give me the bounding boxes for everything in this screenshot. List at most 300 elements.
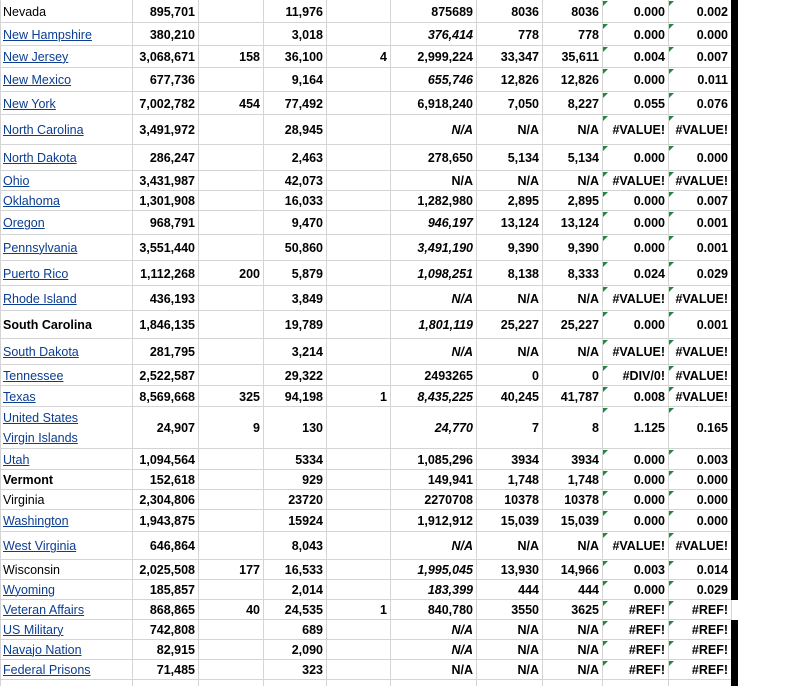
- data-cell-c5[interactable]: 1,801,119: [418, 318, 473, 332]
- data-cell-c5[interactable]: 655,746: [427, 73, 473, 87]
- table-row[interactable]: [0, 470, 786, 490]
- data-cell-c6[interactable]: N/A: [517, 643, 539, 657]
- data-cell-c4[interactable]: [326, 235, 390, 261]
- error-indicator-icon[interactable]: [669, 236, 674, 241]
- data-cell-c2[interactable]: [198, 286, 263, 311]
- error-indicator-icon[interactable]: [669, 533, 674, 538]
- data-cell-c8[interactable]: #VALUE!: [612, 123, 665, 137]
- table-row[interactable]: [0, 115, 786, 145]
- data-cell-c6[interactable]: 13,930: [500, 563, 539, 577]
- table-row[interactable]: [0, 490, 786, 510]
- data-cell-c4[interactable]: [326, 211, 390, 235]
- error-indicator-icon[interactable]: [669, 172, 674, 177]
- state-name-cell[interactable]: [0, 510, 135, 532]
- error-indicator-icon[interactable]: [603, 601, 608, 606]
- error-indicator-icon[interactable]: [669, 287, 674, 292]
- data-cell-c3[interactable]: 2,463: [291, 151, 323, 165]
- data-cell-c7[interactable]: N/A: [577, 345, 599, 359]
- error-indicator-icon[interactable]: [603, 312, 608, 317]
- data-cell-c6[interactable]: N/A: [517, 663, 539, 677]
- error-indicator-icon[interactable]: [669, 387, 674, 392]
- data-cell-c7[interactable]: 35,611: [561, 50, 599, 64]
- data-cell-c3[interactable]: 19,789: [284, 318, 323, 332]
- data-cell-c5[interactable]: 875689: [431, 4, 473, 19]
- error-indicator-icon[interactable]: [669, 146, 674, 151]
- data-cell-c8[interactable]: 0.000: [633, 4, 665, 19]
- data-cell-c6[interactable]: 10378: [504, 493, 539, 507]
- data-cell-c6[interactable]: 25,227: [500, 318, 539, 332]
- data-cell-c3[interactable]: 3,018: [291, 27, 323, 42]
- data-cell-c6[interactable]: 9,390: [507, 241, 539, 255]
- data-cell-c7[interactable]: 3934: [571, 452, 599, 467]
- data-cell-c2[interactable]: [198, 211, 263, 235]
- data-cell-c9[interactable]: 0.029: [696, 583, 728, 597]
- data-cell-c2[interactable]: [198, 311, 263, 339]
- data-cell-c2[interactable]: [198, 23, 263, 46]
- table-row[interactable]: [0, 286, 786, 311]
- data-cell-c3[interactable]: 3,214: [291, 345, 323, 359]
- data-cell-c5[interactable]: 8,435,225: [417, 389, 473, 404]
- data-cell-c2[interactable]: [198, 660, 263, 680]
- data-cell-c2[interactable]: [198, 449, 263, 470]
- data-cell-c8[interactable]: 0.000: [633, 452, 665, 467]
- data-cell-c1[interactable]: 1,943,875: [139, 514, 195, 528]
- data-cell-c7[interactable]: 778: [578, 27, 599, 42]
- data-cell-c9[interactable]: #VALUE!: [675, 291, 728, 306]
- error-indicator-icon[interactable]: [603, 533, 608, 538]
- data-cell-c1[interactable]: 2,522,587: [139, 368, 195, 383]
- data-cell-c2[interactable]: [198, 365, 263, 386]
- data-cell-c8[interactable]: 0.000: [633, 73, 665, 87]
- data-cell-c6[interactable]: 15,039: [500, 514, 539, 528]
- data-cell-c7[interactable]: 12,826: [560, 73, 599, 87]
- data-cell-c1[interactable]: 1,301,908: [139, 194, 195, 208]
- data-cell-c4[interactable]: [326, 286, 390, 311]
- error-indicator-icon[interactable]: [669, 47, 674, 52]
- data-cell-c4[interactable]: [326, 490, 390, 510]
- data-cell-c3[interactable]: 5334: [295, 452, 323, 467]
- data-cell-c1[interactable]: 71,485: [156, 663, 195, 677]
- data-cell-c9[interactable]: #REF!: [691, 603, 728, 617]
- error-indicator-icon[interactable]: [669, 511, 674, 516]
- state-name-cell[interactable]: [0, 46, 135, 68]
- data-cell-c6[interactable]: N/A: [517, 174, 539, 188]
- data-cell-c3[interactable]: 36,100: [284, 50, 323, 64]
- state-name-cell[interactable]: [0, 23, 135, 46]
- data-cell-c3[interactable]: 9,164: [291, 73, 323, 87]
- data-cell-c4[interactable]: [326, 470, 390, 490]
- data-cell-c9[interactable]: #REF!: [691, 643, 728, 657]
- table-row[interactable]: [0, 311, 786, 339]
- data-cell-c9[interactable]: #VALUE!: [675, 345, 728, 359]
- data-cell-c1[interactable]: 286,247: [149, 151, 195, 165]
- data-cell-c4[interactable]: 1: [380, 603, 387, 617]
- state-name-cell[interactable]: [0, 365, 135, 386]
- data-cell-c7[interactable]: N/A: [577, 174, 599, 188]
- data-cell-c7[interactable]: 14,966: [560, 563, 599, 577]
- data-cell-c1[interactable]: 895,701: [149, 4, 195, 19]
- error-indicator-icon[interactable]: [603, 491, 608, 496]
- state-name-cell[interactable]: [0, 92, 135, 115]
- data-cell-c8[interactable]: #VALUE!: [612, 345, 665, 359]
- data-cell-c3[interactable]: 11,976: [285, 4, 323, 19]
- data-cell-c7[interactable]: 9,390: [567, 241, 599, 255]
- data-cell-c9[interactable]: #VALUE!: [675, 368, 728, 383]
- error-indicator-icon[interactable]: [669, 471, 674, 476]
- data-cell-c1[interactable]: 677,736: [149, 73, 195, 87]
- table-row[interactable]: [0, 23, 786, 46]
- data-cell-c4[interactable]: [326, 660, 390, 680]
- data-cell-c9[interactable]: #REF!: [691, 623, 728, 637]
- data-cell-c9[interactable]: 0.007: [696, 50, 728, 64]
- data-cell-c5[interactable]: 2,999,224: [417, 50, 473, 64]
- error-indicator-icon[interactable]: [603, 93, 608, 98]
- data-cell-c9[interactable]: #VALUE!: [675, 539, 728, 553]
- data-cell-c9[interactable]: 0.000: [696, 493, 728, 507]
- data-cell-c8[interactable]: 1.125: [633, 421, 665, 435]
- data-cell-c9[interactable]: #VALUE!: [675, 389, 728, 404]
- error-indicator-icon[interactable]: [669, 262, 674, 267]
- error-indicator-icon[interactable]: [603, 340, 608, 345]
- state-name-cell[interactable]: [0, 339, 135, 365]
- data-cell-c4[interactable]: [326, 560, 390, 580]
- table-row[interactable]: [0, 560, 786, 580]
- data-cell-c2[interactable]: [198, 68, 263, 92]
- error-indicator-icon[interactable]: [603, 387, 608, 392]
- state-name-cell[interactable]: [0, 68, 135, 92]
- data-cell-c9[interactable]: 0.007: [696, 194, 728, 208]
- data-cell-c7[interactable]: 0: [592, 368, 599, 383]
- data-cell-c3[interactable]: 23720: [288, 493, 323, 507]
- data-cell-c4[interactable]: [326, 339, 390, 365]
- data-cell-c2[interactable]: [198, 339, 263, 365]
- error-indicator-icon[interactable]: [669, 192, 674, 197]
- error-indicator-icon[interactable]: [603, 212, 608, 217]
- table-row[interactable]: [0, 46, 786, 68]
- data-cell-c4[interactable]: [326, 23, 390, 46]
- table-row[interactable]: [0, 580, 786, 600]
- data-cell-c8[interactable]: #REF!: [628, 643, 665, 657]
- error-indicator-icon[interactable]: [669, 491, 674, 496]
- data-cell-c7[interactable]: 15,039: [560, 514, 599, 528]
- data-cell-c3[interactable]: 3,849: [291, 291, 323, 306]
- data-cell-c4[interactable]: [326, 115, 390, 145]
- data-cell-c5[interactable]: 2270708: [424, 493, 473, 507]
- data-cell-c9[interactable]: 0.003: [696, 452, 728, 467]
- data-cell-c4[interactable]: [326, 171, 390, 191]
- data-cell-c8[interactable]: 0.055: [633, 96, 665, 111]
- table-row[interactable]: [0, 449, 786, 470]
- error-indicator-icon[interactable]: [669, 116, 674, 121]
- data-cell-c5[interactable]: 3,491,190: [417, 241, 473, 255]
- data-cell-c5[interactable]: 840,780: [427, 603, 473, 617]
- data-cell-c3[interactable]: 5,879: [291, 266, 323, 281]
- data-cell-c8[interactable]: 0.000: [633, 151, 665, 165]
- data-cell-c6[interactable]: 0: [532, 368, 539, 383]
- data-cell-c2[interactable]: 40: [246, 603, 260, 617]
- data-cell-c2[interactable]: 158: [239, 50, 260, 64]
- data-cell-c1[interactable]: 742,808: [149, 623, 195, 637]
- data-cell-c2[interactable]: 454: [239, 96, 260, 111]
- table-row[interactable]: [0, 145, 786, 171]
- data-cell-c4[interactable]: [326, 145, 390, 171]
- state-name-cell[interactable]: [0, 532, 135, 560]
- error-indicator-icon[interactable]: [603, 146, 608, 151]
- data-cell-c1[interactable]: 3,431,987: [139, 174, 195, 188]
- data-cell-c2[interactable]: [198, 171, 263, 191]
- data-cell-c8[interactable]: #REF!: [628, 623, 665, 637]
- state-name-cell[interactable]: [0, 580, 135, 600]
- data-cell-c6[interactable]: 2,895: [507, 194, 539, 208]
- data-cell-c1[interactable]: 1,112,268: [140, 266, 195, 281]
- table-row[interactable]: [0, 211, 786, 235]
- state-name-cell[interactable]: [0, 235, 135, 261]
- data-cell-c1[interactable]: 380,210: [149, 27, 195, 42]
- data-cell-c3[interactable]: 2,014: [291, 583, 323, 597]
- data-cell-c4[interactable]: [326, 640, 390, 660]
- data-cell-c9[interactable]: 0.001: [696, 318, 728, 332]
- error-indicator-icon[interactable]: [603, 621, 608, 626]
- data-cell-c6[interactable]: 13,124: [500, 216, 539, 230]
- data-cell-c4[interactable]: 1: [380, 389, 387, 404]
- data-cell-c7[interactable]: 13,124: [560, 216, 599, 230]
- data-cell-c7[interactable]: 8,227: [567, 96, 599, 111]
- data-cell-c8[interactable]: #VALUE!: [612, 291, 665, 306]
- data-cell-c6[interactable]: 3550: [511, 603, 539, 617]
- data-cell-c3[interactable]: 16,533: [284, 563, 323, 577]
- data-cell-c8[interactable]: 0.024: [633, 266, 665, 281]
- error-indicator-icon[interactable]: [669, 1, 674, 6]
- data-cell-c7[interactable]: N/A: [577, 291, 599, 306]
- data-cell-c5[interactable]: 2493265: [424, 368, 473, 383]
- data-cell-c4[interactable]: [326, 261, 390, 286]
- table-row[interactable]: [0, 0, 786, 23]
- data-cell-c1[interactable]: 7,002,782: [139, 96, 195, 111]
- data-cell-c9[interactable]: #REF!: [691, 663, 728, 677]
- data-cell-c4[interactable]: [326, 92, 390, 115]
- data-cell-c2[interactable]: 9: [253, 421, 260, 435]
- data-cell-c1[interactable]: 968,791: [149, 216, 195, 230]
- data-cell-c3[interactable]: 42,073: [284, 174, 323, 188]
- data-cell-c7[interactable]: N/A: [577, 643, 599, 657]
- data-cell-c8[interactable]: 0.003: [633, 563, 665, 577]
- error-indicator-icon[interactable]: [669, 69, 674, 74]
- state-name-cell[interactable]: [0, 600, 135, 620]
- data-cell-c6[interactable]: 8036: [511, 4, 539, 19]
- data-cell-c8[interactable]: 0.000: [633, 473, 665, 487]
- data-cell-c2[interactable]: [198, 191, 263, 211]
- data-cell-c1[interactable]: 1,094,564: [139, 452, 195, 467]
- error-indicator-icon[interactable]: [603, 561, 608, 566]
- data-cell-c9[interactable]: 0.000: [696, 514, 728, 528]
- data-cell-c1[interactable]: 281,795: [149, 345, 195, 359]
- table-row[interactable]: [0, 365, 786, 386]
- data-cell-c5[interactable]: 24,770: [434, 421, 473, 435]
- data-cell-c6[interactable]: 8,138: [507, 266, 539, 281]
- data-cell-c7[interactable]: 3625: [571, 603, 599, 617]
- data-cell-c8[interactable]: #REF!: [628, 603, 665, 617]
- table-row[interactable]: [0, 171, 786, 191]
- data-cell-c3[interactable]: 323: [302, 663, 323, 677]
- data-cell-c2[interactable]: [198, 145, 263, 171]
- error-indicator-icon[interactable]: [603, 471, 608, 476]
- data-cell-c3[interactable]: 9,470: [291, 216, 323, 230]
- table-row[interactable]: [0, 600, 786, 620]
- error-indicator-icon[interactable]: [603, 236, 608, 241]
- state-name-cell[interactable]: [0, 261, 135, 286]
- data-cell-c2[interactable]: [198, 0, 263, 23]
- data-cell-c5[interactable]: 1,995,045: [417, 563, 473, 577]
- data-cell-c8[interactable]: 0.000: [633, 493, 665, 507]
- data-cell-c1[interactable]: 152,618: [149, 473, 195, 487]
- data-cell-c2[interactable]: [198, 580, 263, 600]
- data-cell-c7[interactable]: 8036: [571, 4, 599, 19]
- data-cell-c1[interactable]: 185,857: [149, 583, 195, 597]
- data-cell-c6[interactable]: 444: [518, 583, 539, 597]
- data-cell-c9[interactable]: 0.001: [696, 216, 728, 230]
- data-cell-c4[interactable]: [326, 620, 390, 640]
- error-indicator-icon[interactable]: [603, 287, 608, 292]
- data-cell-c2[interactable]: [198, 490, 263, 510]
- data-cell-c6[interactable]: 3934: [511, 452, 539, 467]
- data-cell-c6[interactable]: N/A: [517, 623, 539, 637]
- data-cell-c1[interactable]: 24,907: [156, 421, 195, 435]
- data-cell-c2[interactable]: [198, 620, 263, 640]
- data-cell-c3[interactable]: 77,492: [284, 96, 323, 111]
- data-cell-c2[interactable]: [198, 640, 263, 660]
- data-cell-c5[interactable]: 183,399: [427, 583, 473, 597]
- data-cell-c8[interactable]: #REF!: [628, 663, 665, 677]
- state-name-cell[interactable]: [0, 386, 135, 407]
- data-cell-c6[interactable]: 5,134: [507, 151, 539, 165]
- data-cell-c4[interactable]: [326, 311, 390, 339]
- data-cell-c3[interactable]: 689: [302, 623, 323, 637]
- error-indicator-icon[interactable]: [669, 212, 674, 217]
- data-cell-c1[interactable]: 2,025,508: [139, 563, 195, 577]
- error-indicator-icon[interactable]: [603, 192, 608, 197]
- data-cell-c9[interactable]: 0.000: [696, 473, 728, 487]
- data-cell-c9[interactable]: 0.076: [696, 96, 728, 111]
- table-row[interactable]: [0, 510, 786, 532]
- data-cell-c5[interactable]: N/A: [451, 663, 473, 677]
- data-cell-c6[interactable]: 12,826: [500, 73, 539, 87]
- error-indicator-icon[interactable]: [603, 116, 608, 121]
- data-cell-c3[interactable]: 130: [302, 421, 323, 435]
- data-cell-c4[interactable]: [326, 407, 390, 449]
- state-name-cell[interactable]: [0, 660, 135, 680]
- data-cell-c5[interactable]: N/A: [451, 174, 473, 188]
- table-row[interactable]: [0, 660, 786, 680]
- data-cell-c8[interactable]: 0.000: [633, 216, 665, 230]
- error-indicator-icon[interactable]: [669, 641, 674, 646]
- data-cell-c1[interactable]: 8,569,668: [139, 389, 195, 404]
- error-indicator-icon[interactable]: [603, 69, 608, 74]
- data-cell-c3[interactable]: 50,860: [284, 241, 323, 255]
- table-row[interactable]: [0, 339, 786, 365]
- data-cell-c7[interactable]: N/A: [577, 623, 599, 637]
- data-cell-c4[interactable]: [326, 0, 390, 23]
- data-cell-c4[interactable]: [326, 449, 390, 470]
- data-cell-c8[interactable]: #DIV/0!: [622, 368, 665, 383]
- data-cell-c8[interactable]: 0.000: [633, 318, 665, 332]
- error-indicator-icon[interactable]: [669, 408, 674, 413]
- table-row[interactable]: [0, 261, 786, 286]
- data-cell-c4[interactable]: [326, 532, 390, 560]
- error-indicator-icon[interactable]: [603, 661, 608, 666]
- data-cell-c7[interactable]: 25,227: [560, 318, 599, 332]
- error-indicator-icon[interactable]: [603, 366, 608, 371]
- data-cell-c3[interactable]: 15924: [288, 514, 323, 528]
- data-cell-c2[interactable]: [198, 510, 263, 532]
- data-cell-c1[interactable]: 436,193: [149, 291, 195, 306]
- data-cell-c5[interactable]: 149,941: [427, 473, 473, 487]
- data-cell-c5[interactable]: 278,650: [427, 151, 473, 165]
- state-name-cell[interactable]: [0, 407, 135, 449]
- data-cell-c7[interactable]: 10378: [564, 493, 599, 507]
- data-cell-c6[interactable]: 7,050: [507, 96, 539, 111]
- table-row[interactable]: [0, 640, 786, 660]
- error-indicator-icon[interactable]: [603, 450, 608, 455]
- data-cell-c1[interactable]: 1,846,135: [139, 318, 195, 332]
- data-cell-c1[interactable]: 3,068,671: [139, 50, 195, 64]
- data-cell-c4[interactable]: [326, 365, 390, 386]
- data-cell-c7[interactable]: 8,333: [567, 266, 599, 281]
- data-cell-c5[interactable]: 1,282,980: [417, 194, 473, 208]
- table-row[interactable]: [0, 620, 786, 640]
- data-cell-c1[interactable]: 3,491,972: [139, 123, 195, 137]
- error-indicator-icon[interactable]: [669, 312, 674, 317]
- error-indicator-icon[interactable]: [669, 601, 674, 606]
- error-indicator-icon[interactable]: [669, 93, 674, 98]
- data-cell-c9[interactable]: 0.014: [696, 563, 728, 577]
- data-cell-c8[interactable]: 0.000: [633, 194, 665, 208]
- state-name-cell[interactable]: [0, 145, 135, 171]
- data-cell-c7[interactable]: 1,748: [567, 473, 599, 487]
- data-cell-c8[interactable]: #VALUE!: [612, 539, 665, 553]
- state-name-cell[interactable]: [0, 286, 135, 311]
- error-indicator-icon[interactable]: [603, 408, 608, 413]
- data-cell-c7[interactable]: 2,895: [567, 194, 599, 208]
- data-cell-c5[interactable]: 1,098,251: [417, 266, 473, 281]
- data-cell-c8[interactable]: 0.000: [633, 27, 665, 42]
- table-row[interactable]: [0, 68, 786, 92]
- error-indicator-icon[interactable]: [603, 24, 608, 29]
- state-name-cell[interactable]: [0, 449, 135, 470]
- data-cell-c5[interactable]: 946,197: [427, 216, 473, 230]
- table-row[interactable]: [0, 386, 786, 407]
- data-cell-c2[interactable]: 325: [239, 389, 260, 404]
- data-cell-c5[interactable]: N/A: [451, 291, 473, 306]
- data-cell-c5[interactable]: N/A: [451, 623, 473, 637]
- error-indicator-icon[interactable]: [669, 366, 674, 371]
- data-cell-c5[interactable]: 1,085,296: [417, 452, 473, 467]
- error-indicator-icon[interactable]: [603, 511, 608, 516]
- state-name-cell[interactable]: [0, 640, 135, 660]
- data-cell-c7[interactable]: 41,787: [560, 389, 599, 404]
- error-indicator-icon[interactable]: [603, 262, 608, 267]
- data-cell-c3[interactable]: 28,945: [284, 123, 323, 137]
- data-cell-c3[interactable]: 8,043: [291, 539, 323, 553]
- data-cell-c8[interactable]: 0.004: [633, 50, 665, 64]
- data-cell-c1[interactable]: 646,864: [149, 539, 195, 553]
- error-indicator-icon[interactable]: [603, 47, 608, 52]
- state-name-cell[interactable]: [0, 211, 135, 235]
- data-cell-c9[interactable]: 0.002: [696, 4, 728, 19]
- error-indicator-icon[interactable]: [669, 661, 674, 666]
- data-cell-c2[interactable]: 200: [239, 266, 260, 281]
- data-cell-c8[interactable]: 0.000: [633, 583, 665, 597]
- data-cell-c5[interactable]: N/A: [451, 345, 473, 359]
